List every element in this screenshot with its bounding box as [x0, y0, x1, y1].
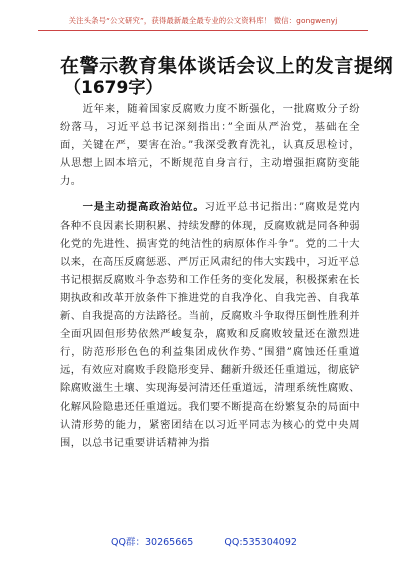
paragraph-body: 习近平总书记指出：”腐败是党内各种不良因素长期积累、持续发酵的体现，反腐败就是同各种弱化党的先进性、损害党的纯洁性的病原体作斗争”。党的二十大以来，在高压反腐惩恶、严厉正风肃纪的伟大实践中，习近平总书记根据反腐败斗争态势和工作任务的变化发展，积极探索在长期执政和改革开放条件下推进党的自我净化、自我完善、自我革新、自我提高的方法路径。当前，反腐败斗争取得压倒性胜利并全面巩固但形势依然严峻复杂，腐败和反腐败较量还在激烈进行，防范形形色色的利益集团成伙作势、”围猎”腐蚀还任重道远，有效应对腐败手段隐形变异、翻新升级还任重道远，彻底铲除腐败滋生土壤、实现海晏河清还任重道远，清理系统性腐败、化解风险隐患还任重道远。我们要不断提高在纷繁复杂的局面中认清形势的能力，紧密团结在以习近平同志为核心的党中央周围，以总书记重要讲话精神为指	[60, 201, 360, 449]
paragraph-intro: 近年来，随着国家反腐败力度不断强化，一批腐败分子纷纷落马，习近平总书记深刻指出：”全面从严治党，基础在全面，关键在严，要害在治。”我深受教育洗礼，认真反思检讨，从思想上固本培元，不断规范自身言行，主动增强拒腐防变能力。	[60, 103, 360, 188]
footer-qq: QQ:535304092	[224, 537, 297, 548]
document-title: 在警示教育集体谈话会议上的发言提纲	[60, 55, 394, 77]
header-banner	[38, 8, 368, 31]
section-heading: 一是主动提高政治站位。	[82, 201, 205, 214]
footer-qq-group: QQ群：30265665	[111, 537, 194, 548]
document-subtitle: （1679字）	[64, 78, 163, 98]
banner-text: 关注头条号“公文研究”，获得最新最全最专业的公文资料库！ 微信：gongwenyj	[68, 16, 338, 25]
footer	[0, 534, 408, 548]
document-body	[60, 100, 360, 452]
paragraph-political-stance	[60, 198, 360, 451]
